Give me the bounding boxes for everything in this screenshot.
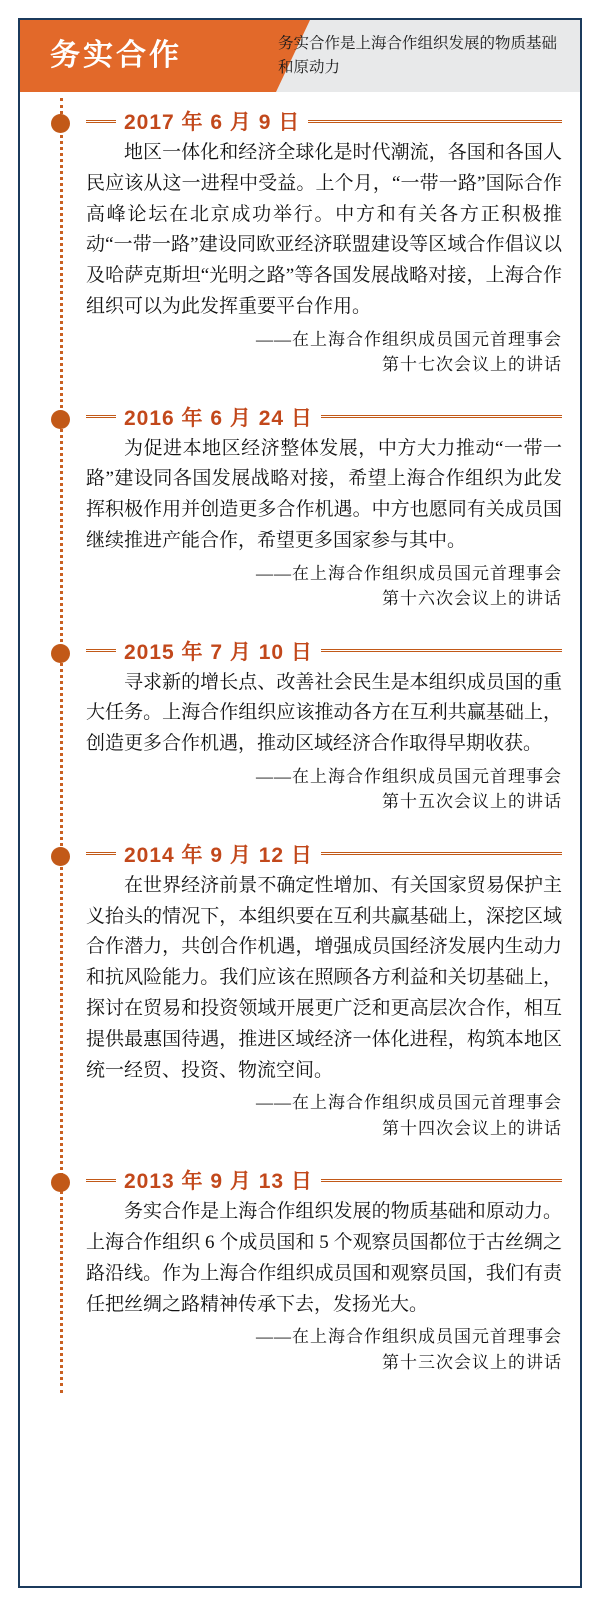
entry-date-row	[86, 638, 562, 664]
entry-source	[86, 1090, 562, 1141]
entry-source	[86, 764, 562, 815]
entry-text: 务实合作是上海合作组织发展的物质基础和原动力。上海合作组织 6 个成员国和 5 个观察员国都位于古丝绸之路沿线。作为上海合作组织成员国和观察员国，我们有责任把丝绸之路精神传承下去，发扬光大。	[86, 1201, 562, 1315]
header-subtitle: 务实合作是上海合作组织发展的物质基础和原动力	[278, 35, 558, 77]
entry-date-row	[86, 841, 562, 867]
entry-source	[86, 327, 562, 378]
entry-source-line1: ——在上海合作组织成员国元首理事会	[256, 563, 562, 583]
timeline-dot-icon	[51, 114, 70, 133]
entry-source-line2: 第十五次会议上的讲话	[382, 792, 562, 812]
timeline-entry	[34, 108, 566, 378]
entry-source-line2: 第十四次会议上的讲话	[382, 1118, 562, 1138]
date-rule-left	[86, 415, 116, 418]
entry-text: 寻求新的增长点、改善社会民生是本组织成员国的重大任务。上海合作组织应该推动各方在互利共赢基础上，创造更多合作机遇，推动区域经济合作取得早期收获。	[86, 671, 562, 755]
entry-date: 2014 年 9 月 12 日	[124, 843, 313, 867]
timeline	[20, 92, 580, 1399]
date-rule-right	[308, 120, 562, 123]
page-title: 务实合作	[50, 39, 182, 72]
entry-source-line1: ——在上海合作组织成员国元首理事会	[256, 1093, 562, 1113]
content-frame	[18, 18, 582, 1588]
entry-date-row	[86, 1167, 562, 1193]
date-rule-right	[321, 852, 562, 855]
date-rule-left	[86, 852, 116, 855]
entry-text: 在世界经济前景不确定性增加、有关国家贸易保护主义抬头的情况下，本组织要在互利共赢基础上，深挖区域合作潜力，共创合作机遇，增强成员国经济发展内生动力和抗风险能力。我们应该在照顾各方利益和关切基础上，探讨在贸易和投资领域开展更广泛和更高层次合作，相互提供最惠国待遇，推进区域经济一体化进程，构筑本地区统一经贸、投资、物流空间。	[86, 874, 562, 1081]
entry-text: 为促进本地区经济整体发展，中方大力推动“一带一路”建设同各国发展战略对接，希望上海合作组织为此发挥积极作用并创造更多合作机遇。中方也愿同有关成员国继续推进产能合作，希望更多国家参与其中。	[86, 437, 562, 551]
entry-date-row	[86, 404, 562, 430]
timeline-entry	[34, 638, 566, 815]
date-rule-right	[321, 1179, 562, 1182]
entry-date: 2016 年 6 月 24 日	[124, 406, 313, 430]
date-rule-left	[86, 649, 116, 652]
entry-source-line2: 第十七次会议上的讲话	[382, 355, 562, 375]
header-tag	[20, 20, 276, 92]
timeline-dot-icon	[51, 847, 70, 866]
date-rule-left	[86, 1179, 116, 1182]
timeline-dot-icon	[51, 1173, 70, 1192]
entry-source-line2: 第十六次会议上的讲话	[382, 589, 562, 609]
entry-text: 地区一体化和经济全球化是时代潮流，各国和各国人民应该从这一进程中受益。上个月，“一带一路”国际合作高峰论坛在北京成功举行。中方和有关各方正积极推动“一带一路”建设同欧亚经济联盟建设等区域合作倡议以及哈萨克斯坦“光明之路”等各国发展战略对接，上海合作组织可以为此发挥重要平台作用。	[86, 142, 562, 317]
entry-source-line1: ——在上海合作组织成员国元首理事会	[256, 329, 562, 349]
timeline-dot-icon	[51, 410, 70, 429]
entry-source	[86, 1324, 562, 1375]
date-rule-right	[321, 649, 562, 652]
header	[20, 20, 580, 92]
entry-date-row	[86, 108, 562, 134]
timeline-entry	[34, 404, 566, 612]
date-rule-right	[321, 415, 562, 418]
entry-date: 2017 年 6 月 9 日	[124, 111, 301, 134]
timeline-dot-icon	[51, 644, 70, 663]
entry-source	[86, 561, 562, 612]
date-rule-left	[86, 120, 116, 123]
timeline-entry	[34, 1167, 566, 1375]
entry-source-line1: ——在上海合作组织成员国元首理事会	[256, 1327, 562, 1347]
timeline-entry	[34, 841, 566, 1141]
entry-date: 2013 年 9 月 13 日	[124, 1170, 313, 1194]
entry-source-line2: 第十三次会议上的讲话	[382, 1352, 562, 1372]
entry-source-line1: ——在上海合作组织成员国元首理事会	[256, 766, 562, 786]
entry-date: 2015 年 7 月 10 日	[124, 640, 313, 664]
